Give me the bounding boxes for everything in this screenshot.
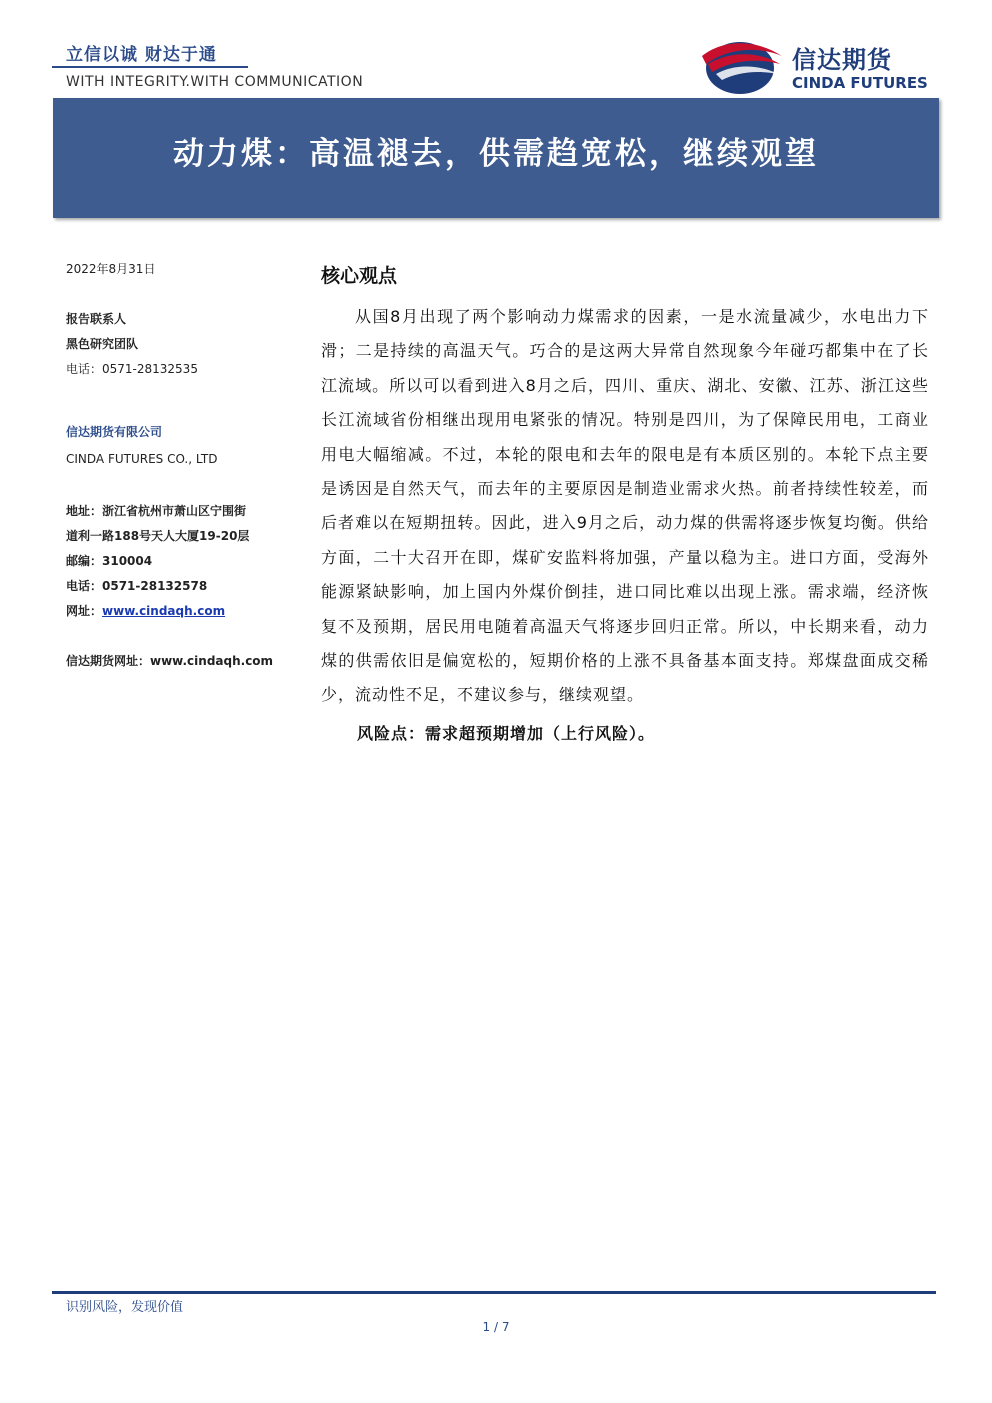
company-en: CINDA FUTURES CO., LTD: [66, 452, 218, 466]
section-title: 核心观点: [321, 265, 398, 287]
title-banner: [53, 98, 939, 218]
main-content: [321, 262, 929, 751]
website-label: 网址：: [66, 604, 103, 618]
footer-tagline: 识别风险，发现价值: [66, 1300, 184, 1315]
cinda-globe-icon: [698, 34, 784, 96]
contact-label: 报告联系人: [66, 312, 127, 326]
postcode: 邮编：310004: [66, 554, 153, 568]
slogan-underline: [52, 66, 248, 68]
report-date: 2022年8月31日: [66, 262, 156, 276]
company-phone: 电话：0571-28132578: [66, 579, 208, 593]
slogan-en: WITH INTEGRITY.WITH COMMUNICATION: [66, 74, 364, 90]
risk-note: 风险点：需求超预期增加（上行风险）。: [357, 723, 656, 743]
address-line2: 道利一路188号天人大厦19-20层: [66, 529, 250, 543]
website-note: 信达期货网址：www.cindaqh.com: [66, 654, 274, 668]
team-name: 黑色研究团队: [66, 337, 139, 351]
page-number: 1 / 7: [482, 1320, 510, 1334]
website-link[interactable]: www.cindaqh.com: [102, 604, 226, 618]
report-title: 动力煤：高温褪去，供需趋宽松，继续观望: [173, 136, 819, 172]
website-row: [66, 602, 225, 619]
cinda-logo: [698, 34, 938, 96]
address-line1: 地址：浙江省杭州市萧山区宁围街: [66, 504, 247, 518]
company-cn: 信达期货有限公司: [66, 425, 163, 439]
logo-en-text: CINDA FUTURES: [792, 74, 928, 92]
core-view-paragraph: 从国8月出现了两个影响动力煤需求的因素，一是水流量减少，水电出力下滑；二是持续的高温天气。巧合的是这两大异常自然现象今年碰巧都集中在了长江流域。所以可以看到进入8月之后，四川、重庆、湖北、安徽、江苏、浙江这些长江流域省份相继出现用电紧张的情况。特别是四川，为了保障民用电，工商业用电大幅缩减。不过，本轮的限电和去年的限电是有本质区别的。本轮下点主要是诱因是自然天气，而去年的主要原因是制造业需求火热。前者持续性较差，而后者难以在短期扭转。因此，进入9月之后，动力煤的供需将逐步恢复均衡。供给方面，二十大召开在即，煤矿安监料将加强，产量以稳为主。进口方面，受海外能源紧缺影响，加上国内外煤价倒挂，进口同比难以出现上涨。需求端，经济恢复不及预期，居民用电随着高温天气将逐步回归正常。所以，中长期来看，动力煤的供需依旧是偏宽松的，短期价格的上涨不具备基本面支持。郑煤盘面成交稀少，流动性不足，不建议参与，继续观望。: [321, 307, 929, 705]
logo-cn-text: 信达期货: [792, 46, 892, 74]
contact-phone: 电话：0571-28132535: [66, 362, 198, 376]
footer-divider: [52, 1291, 936, 1294]
slogan-cn: 立信以诚 财达于通: [66, 45, 217, 65]
